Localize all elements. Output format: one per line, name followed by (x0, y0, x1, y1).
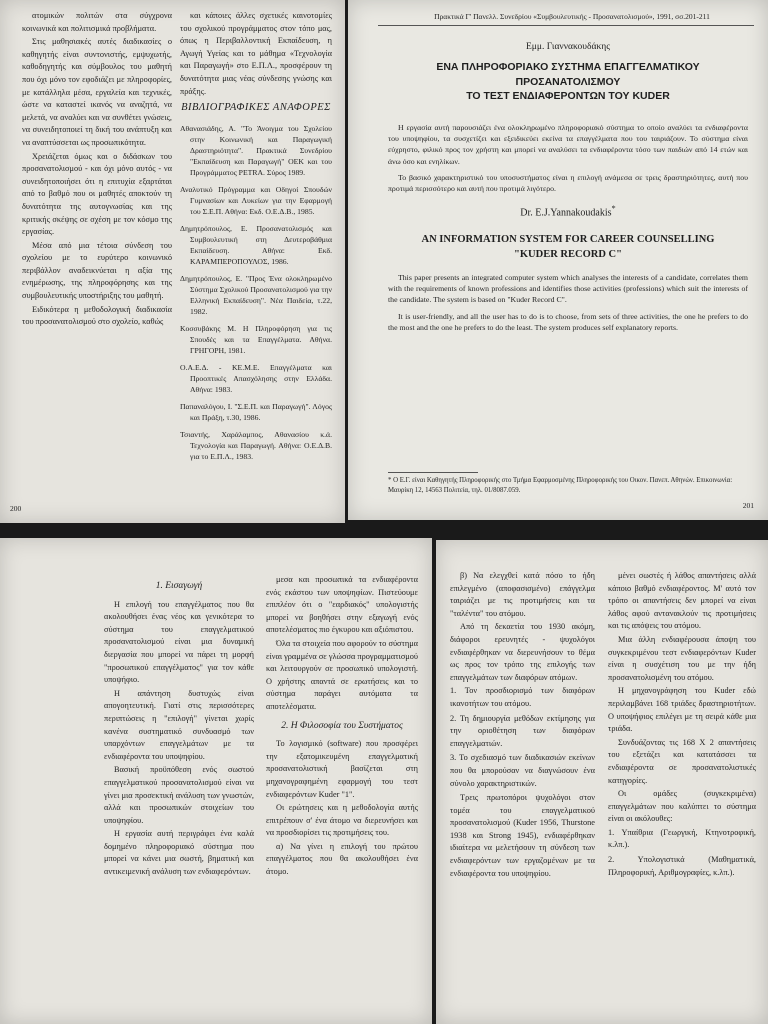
paragraph: Μέσα από μια τέτοια σύνδεση του σχολείου με το ευρύτερο κοινωνικό περιβάλλον αναδεικνύεται η αξία της ενημέρωσης, της πληροφόρησης και της συμβουλευτικής υποστήριξης του μαθητή. (22, 240, 172, 301)
text-column-1 (104, 574, 254, 880)
author-name: Dr. E.J.Yannakoudakis (520, 207, 612, 219)
paragraph: Η μηχανογράφηση του Kuder εδώ περιλαμβάνει 168 τριάδες δραστηριοτήτων. Ο υποψήφιος επιλέγει με τη σειρά κάθε μια τριάδα. (608, 686, 756, 734)
abstract-greek (388, 122, 748, 199)
reference: Παπαναλόγου, Ι. "Σ.Ε.Π. και Παραγωγή". Λόγος και Πράξη, τ.30, 1986. (180, 401, 332, 422)
text-column-2 (266, 574, 418, 880)
paragraph: Από τη δεκαετία του 1930 ακόμη, διάφοροι ερευνητές - ψυχολόγοι ενδιαφέρθηκαν να διερευνήσουν το θέμα ως προς τον τρόπο της επιλογής των επαγγελμάτων των διαφόρων ατόμων. (450, 622, 595, 682)
footnote-rule (388, 472, 478, 473)
paragraph: This paper presents an integrated computer system which analyses the interests of a candidate, correlates them with the requirements of known professions and identifies those activities (professions) which suit the interests of the candidate. The system is based on "Kuder Record C". (388, 273, 748, 305)
paragraph: Μια άλλη ενδιαφέρουσα άποψη του συγκεκριμένου τεστ ενδιαφερόντων Kuder είναι η συσχέτιση του με την ήδη προσανατολισμένη του ατόμου. (608, 634, 756, 682)
reference: Αθανασιάδης, Α. "Το Άνοιγμα του Σχολείου στην Κοινωνική και Παραγωγική Δραστηριότητα". Πρακτικά Συνεδρίου "Εκπαίδευση και Παραγωγή" ΟΕΚ και του Προγράμματος PETRA. Σύρος 1989. (180, 123, 332, 177)
reference: Κοσσυβάκης Μ. Η Πληροφόρηση για τις Σπουδές και τα Επαγγέλματα. Αθήνα. ΓΡΗΓΟΡΗ, 1981. (180, 323, 332, 355)
paragraph: Όλα τα στοιχεία που αφορούν το σύστημα είναι γραμμένα σε γλώσσα προγραμματισμού και λειτουργούν σε προσωπικό υπολογιστή. Ο χρήστης απαντά σε ερωτήσεις και το σύστημα παράγει αυτόματα τα αποτελέσματα. (266, 638, 418, 711)
title-line: ΠΡΟΣΑΝΑΤΟΛΙΣΜΟΥ (515, 75, 621, 88)
paragraph: α) Να γίνει η επιλογή του πρώτου επαγγέλματος που θα ακολουθήσει ένα άτομο. (266, 841, 418, 877)
paragraph: μένει σωστές ή λάθος απαντήσεις αλλά κάποιο βαθμό ενδιαφέροντος. Μ' αυτό τον τρόπο οι απαντήσεις δεν μπορεί να είναι λάθος αφού αντανακλούν τις προτιμήσεις και τις απόψεις του ατόμου. (608, 571, 756, 631)
footnote-marker: * (611, 204, 616, 213)
title-english (388, 232, 748, 262)
paragraph: Η εργασία αυτή περιγράφει ένα καλά δομημένο πληροφοριακό σύστημα που μπορεί να κάνει μια σωστή, βηματική και αντικειμενική ανάλυση των ενδιαφερόντων. (104, 829, 254, 877)
paragraph: Οι ερώτησεις και η μεθοδολογία αυτής επιτρέπουν σ' ένα άτομο να διερευνήσει και να προσδιορίσει τις προτιμήσεις του. (266, 803, 418, 838)
title-line: "KUDER RECORD C" (514, 249, 622, 260)
abstract-english (388, 272, 748, 338)
paragraph: ατομικών πολιτών στα σύγχρονα κοινωνικά και πολιτισμικά προβλήματα. (22, 11, 172, 33)
page-number: 201 (742, 501, 754, 510)
paragraph: Το λογισμικό (software) που προσφέρει την εξατομικευμένη επαγγελματική προσανατολιστική βασίζεται στη μηχανογραφημένη εφαρμογή του τεστ ενδιαφερόντων Kuder "1". (266, 739, 418, 799)
reference: Τσιαντής, Χαράλαμπος, Αθανασίου κ.ά. Τεχνολογία και Παραγωγή. Αθήνα: Ο.Ε.Δ.Β. για το Ε.Π.Λ., 1983. (180, 429, 332, 461)
paragraph: It is user-friendly, and all the user has to do is to choose, from sets of three activities, the one he prefers to do the most and the one he prefers to do the least. The system produces self explanatory reports. (388, 311, 748, 332)
section-heading: 2. Η Φιλοσοφία του Συστήματος (281, 720, 403, 731)
reference: Δημητρόπουλος, Ε. "Προς Ένα ολοκληρωμένο Σύστημα Σχολικού Προσανατολισμού για την Ελληνική Εκπαίδευση". Νέα Παιδεία, τ.22, 1982. (180, 273, 332, 316)
reference: Δημητρόπουλος, Ε. Προσανατολισμός και Συμβουλευτική στη Δευτεροβάθμια Εκπαίδευση. Αθήνα: Εκδ. ΚΑΡΑΜΠΕΡΟΠΟΥΛΟΣ, 1986. (180, 223, 332, 266)
paragraph: Στις μαθησιακές αυτές διαδικασίες ο καθηγητής είναι συντονιστής, εμψυχωτής, καθοδηγητής και σύμβουλος του μαθητή που όχι μόνο τον εφοδιάζει με πληροφορίες, με κατάλληλα μέσα, εργαλεία και τεχνικές, ώστε να καταστεί ικανός να αναζητά, να μελετά, να αναλύει και να συνθέτει γνώσεις, να συνειδητοποιεί τη δική του ανάπτυξη και να αναπτύσσεται ως προσωπικότητα. (22, 37, 172, 147)
text-column-2 (180, 10, 332, 468)
paragraph: Τρεις πρωτοπόροι ψυχολόγοι στον τομέα του επαγγελματικού προσανατολισμού (Kuder 1956, Thurstone 1938 και Strong 1945), ενδιαφέρθηκαν ιδιαίτερα να μελετήσουν τη σύνδεση των ενδιαφερόντων των εργαζομένων με τα ενδιαφέροντα του υποψηφίου. (450, 793, 595, 878)
list-item: 2. Τη δημιουργία μεθόδων εκτίμησης για την οριοθέτηση των διαφόρων επαγγελματιών. (450, 713, 595, 748)
paragraph: Συνδυάζοντας τις 168 Χ 2 απαντήσεις του εξετάζει και κατατάσσει τα ενδιαφέροντα σε προσανατολιστικές κατηγορίες. (608, 737, 756, 785)
text-column-2 (608, 570, 756, 881)
paragraph: Οι ομάδες (συγκεκριμένα) επαγγελμάτων που καλύπτει το σύστημα είναι οι ακόλουθες: (608, 789, 756, 824)
title-line: AN INFORMATION SYSTEM FOR CAREER COUNSELLING (421, 234, 715, 245)
list-item: 2. Υπολογιστικά (Μαθηματικά, Πληροφορική, Αριθμογραφίες, κ.λπ.). (608, 855, 756, 877)
text-column-1 (22, 10, 172, 330)
paragraph: και κάποιες άλλες σχετικές καινοτομίες του σχολικού προγράμματος στον τόπο μας, όπως η Περιβαλλοντική Εκπαίδευση, η Αγωγή Υγείας και το μάθημα «Τεχνολογία και Παραγωγή» στο Ε.Π.Λ., προσφέρουν τη δυνατότητα μιας νέας σύνδεσης γνώσης και πράξης. (180, 11, 332, 96)
paragraph: Βασική προϋπόθεση ενός σωστού επαγγελματικού προσανατολισμού είναι να γίνει μια προσεκτική ανάλυση των γνωστών, αλλά και προσωπικών στοιχείων του υποψηφίου. (104, 765, 254, 825)
page-number: 200 (10, 504, 22, 513)
reference: Ο.Α.Ε.Δ. - ΚΕ.Μ.Ε. Επαγγέλματα και Προοπτικές Απασχόλησης στην Ελλάδα. Αθήνα: 1983. (180, 362, 332, 394)
paragraph: μεσα και προσωπικά τα ενδιαφέροντα ενός εκάστου των υποψηφίων. Πιστεύουμε επιπλέον ότι ο "εαρδιακός" υπολογιστής μπορεί να βοηθήσει στην εξαγωγή ενός αποτελέσματος πιο έγκυρου και αξιόπιστου. (266, 575, 418, 635)
paragraph: Η εργασία αυτή παρουσιάζει ένα ολοκληρωμένο πληροφοριακό σύστημα το οποίο αναλύει τα ενδιαφέροντα του υποψηφίου, τα συσχετίζει και εξειδικεύει εκείνα τα επαγγέλματα που του ταιριάζουν. Το σύστημα είναι εύχρηστο, φιλικό προς τον χρήστη και μπορεί να αναλύσει τα ενδιαφέροντα τόσο των παιδιών από 14 ετών και άνω όσο και ενηλίκων. (388, 123, 748, 166)
list-item: 3. Το σχεδιασμό των διαδικασιών εκείνων που θα μπορούσαν να διαγνώσουν ένα σύνολο χαρακτηριστικών. (450, 753, 595, 788)
paragraph: Η επιλογή του επαγγέλματος που θα ακολουθήσει ένας νέος και γενικότερα το σύστημα του επαγγελματικού προσανατολισμού είναι μια δυναμική διεργασία που μπορεί να πάρει τη μορφή "προσωπικού επαγγέλματος" για τον κάθε υποψήφιο. (104, 599, 254, 685)
references-heading: ΒΙΒΛΙΟΓΡΑΦΙΚΕΣ ΑΝΑΦΟΡΕΣ (181, 102, 331, 114)
header-rule (378, 25, 754, 26)
paragraph: Το βασικό χαρακτηριστικό του υποσυστήματος είναι η επιλογή ανάμεσα σε τρεις δραστηριότητες, αυτή που προτιμά περισσότερο και αυτή που προτιμά λιγότερο. (388, 172, 748, 194)
title-line: ΕΝΑ ΠΛΗΡΟΦΟΡΙΑΚΟ ΣΥΣΤΗΜΑ ΕΠΑΓΓΕΛΜΑΤΙΚΟΥ (436, 61, 700, 73)
page-top-right (348, 0, 768, 520)
paragraph: β) Να ελεγχθεί κατά πόσο το ήδη επιλεγμένο (αποφασισμένο) επάγγελμα ταιριάζει με τις προτιμήσεις και τα "ταλέντα" του ατόμου. (450, 571, 595, 618)
page-bottom-right (436, 540, 768, 1024)
page-top-left (0, 0, 345, 523)
author-english (388, 204, 748, 218)
list-item: 1. Υπαίθρια (Γεωργική, Κτηνοτροφική, κ.λπ.). (608, 827, 756, 850)
text-column-1 (450, 570, 595, 881)
footnote: * Ο Ε.Γ. είναι Καθηγητής Πληροφορικής στο Τμήμα Εφαρμοσμένης Πληροφορικής του Οικον. Πανεπ. Αθηνών. Επικοινωνία: Μαυρίκη 12, 14563 Πολιτεία, τηλ. 01/8087.059. (388, 477, 733, 494)
page-bottom-left (0, 538, 432, 1024)
paragraph: Ειδικότερα η μεθοδολογική διαδικασία του προσανατολισμού στο σχολείο, καθώς (22, 304, 172, 327)
list-item: 1. Τον προσδιορισμό των διαφόρων ικανοτήτων του ατόμου. (450, 686, 595, 708)
paragraph: Χρειάζεται όμως και ο διδάσκων του προσανατολισμού - και όχι μόνο αυτός - να συνειδητοποιήσει ότι η επιτυχία εξαρτάται από το βαθμό που οι μαθητές αποκτούν τη δυνατότητα της αυτογνωσίας και της κριτικής σκέψης σε σχέση με τον κόσμο της εργασίας. (22, 151, 172, 237)
title-greek (388, 60, 748, 104)
numbered-list (608, 827, 756, 879)
paragraph: Η απάντηση δυστυχώς είναι απογοητευτική. Γιατί στις περισσότερες περιπτώσεις η "επιλογή" γίνεται χωρίς κανένα συστηματικό συνδυασμό των υπαρχόντων επαγγελμάτων με τα ενδιαφέροντα του υποψηφίου. (104, 688, 254, 761)
section-heading: 1. Εισαγωγή (155, 581, 203, 591)
numbered-list (450, 685, 595, 790)
author-greek: Εμμ. Γιαννακουδάκης (525, 42, 610, 52)
running-head: Πρακτικά Γ' Πανελλ. Συνεδρίου «Συμβουλευτικής - Προσανατολισμού», 1991, σσ.201-211 (434, 12, 710, 21)
title-line: ΤΟ ΤΕΣΤ ΕΝΔΙΑΦΕΡΟΝΤΩΝ ΤΟΥ KUDER (466, 90, 670, 102)
reference: Αναλυτικό Πρόγραμμα και Οδηγοί Σπουδών Γυμνασίων και Λυκείων για την Εφαρμογή του Σ.Ε.Π. Αθήνα: Εκδ. Ο.Ε.Δ.Β., 1985. (180, 184, 332, 216)
